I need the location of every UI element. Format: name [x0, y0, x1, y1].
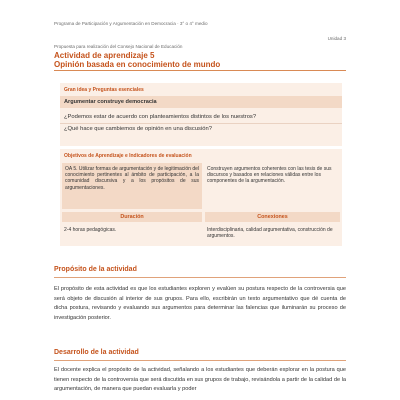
development-divider — [54, 360, 346, 361]
unit-label: Unidad 3 — [327, 36, 346, 41]
development-title: Desarrollo de la actividad — [54, 349, 139, 356]
proposal-label: Propuesta para realización del Consejo Nacional de Educación — [54, 44, 183, 49]
purpose-title: Propósito de la actividad — [54, 266, 137, 273]
objectives-panel — [60, 149, 342, 246]
connections-heading: Conexiones — [205, 212, 340, 222]
objectives-heading: Objetivos de Aprendizaje e Indicadores de evaluación — [64, 153, 192, 159]
connections-value: Interdisciplinaria, calidad argumentativa, construcción de argumentos. — [207, 227, 333, 240]
big-idea-text: Argumentar construye democracia — [64, 99, 157, 105]
activity-title: Actividad de aprendizaje 5 — [54, 51, 155, 60]
learning-objective-cell: OA 5. Utilizar formas de argumentación y de legitimación del conocimiento pertinentes al ámbito de participación, a la comunidad discursiva y a los propósitos de sus argumentaciones. — [62, 163, 202, 209]
big-ideas-heading: Gran idea y Preguntas esenciales — [64, 87, 144, 93]
essential-question-2: ¿Qué hace que cambiemos de opinión en una discusión? — [64, 126, 212, 132]
big-idea-row — [60, 96, 342, 108]
essential-question-1: ¿Podemos estar de acuerdo con planteamientos distintos de los nuestros? — [64, 114, 257, 120]
title-divider — [54, 70, 346, 71]
purpose-divider — [54, 277, 346, 278]
duration-value: 2-4 horas pedagógicas. — [64, 227, 117, 233]
indicator-cell: Construyen argumentos coherentes con las tesis de sus discursos y basados en relaciones válidas entre los componentes de la argumentación. — [207, 166, 332, 185]
row-divider — [60, 123, 342, 124]
purpose-paragraph: El propósito de esta actividad es que los estudiantes exploren y evalúen su postura respecto de la controversia que será objeto de discusión al interior de sus grupos. Para ello, escribirán un texto argumentativo que dé cuenta de dicha postura, revisando y evaluando sus argumentos para determinar las falencias que iluminarán su proceso de investigación posterior. — [54, 286, 346, 321]
activity-subtitle: Opinión basada en conocimiento de mundo — [54, 60, 221, 69]
development-paragraph: El docente explica el propósito de la actividad, señalando a los estudiantes que deberán explorar en la postura que tienen respecto de la controversia que será discutida en sus grupos de trabajo, revisándola a partir de la calidad de la argumentación, de manera que puedan evaluarla y poder — [54, 367, 346, 393]
big-ideas-panel — [60, 83, 342, 146]
duration-heading: Duración — [62, 212, 202, 222]
running-header: Programa de Participación y Argumentación en Democracia · 3° o 4° medio — [54, 21, 208, 26]
